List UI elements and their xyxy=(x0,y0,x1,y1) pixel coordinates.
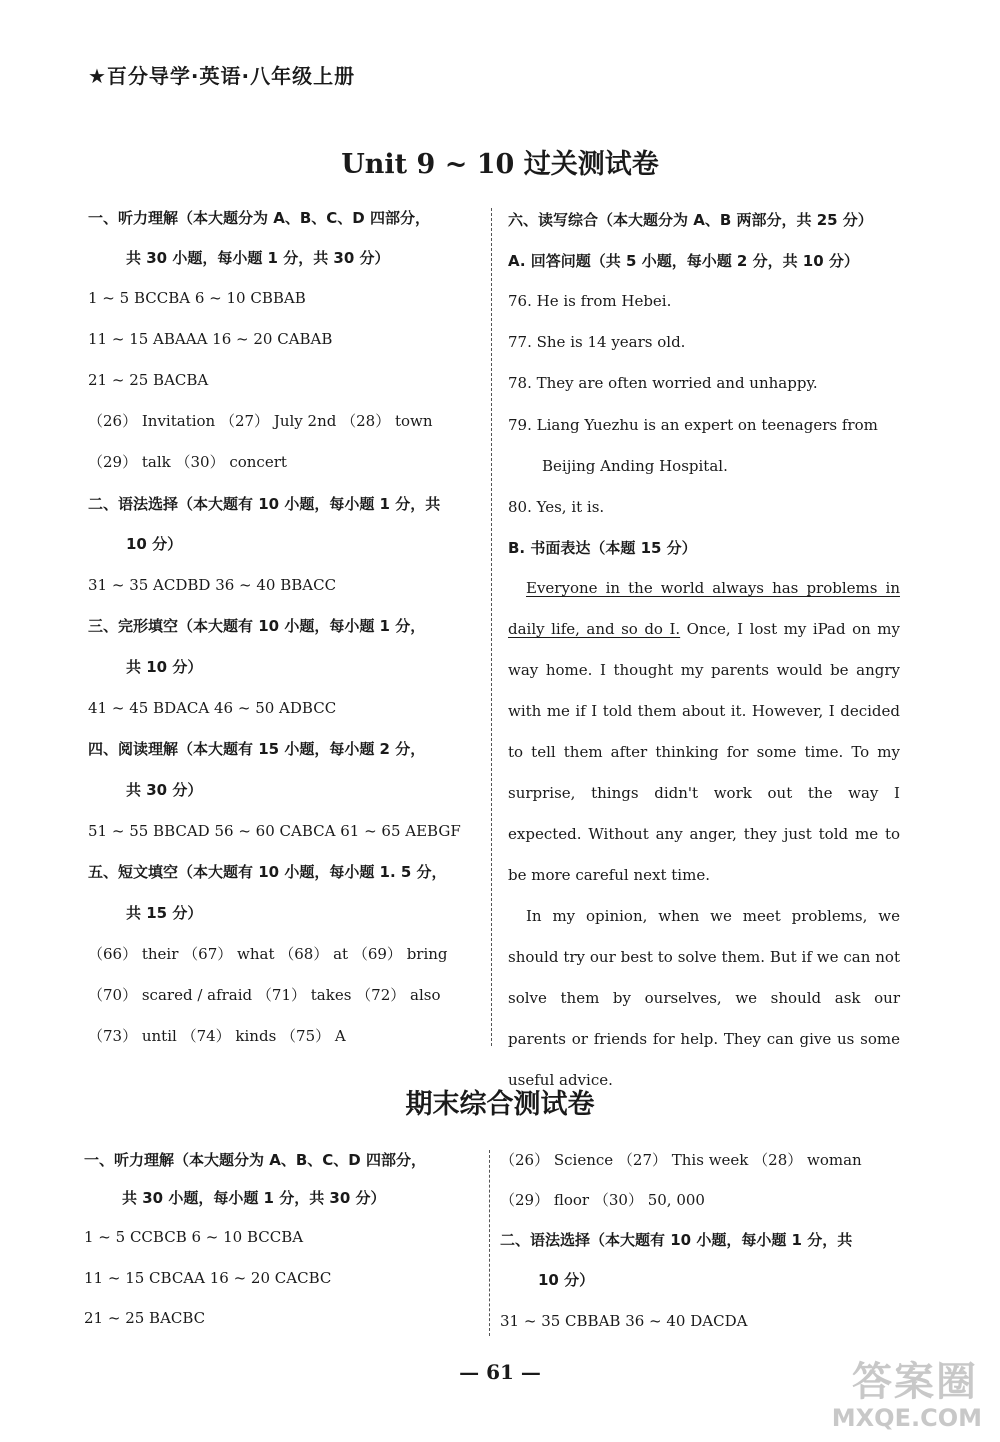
answer-line: 78. They are often worried and unhappy. xyxy=(508,374,818,392)
subsection-heading: A. 回答问题（共 5 小题，每小题 2 分，共 10 分） xyxy=(508,252,859,270)
answer-line: 11 ~ 15 CBCAA 16 ~ 20 CACBC xyxy=(84,1269,332,1287)
column-divider xyxy=(491,208,492,1046)
answer-line: 21 ~ 25 BACBC xyxy=(84,1309,206,1327)
section-heading: 二、语法选择（本大题有 10 小题，每小题 1 分，共 xyxy=(88,495,441,513)
answer-line: 80. Yes, it is. xyxy=(508,498,605,516)
answer-line: 77. She is 14 years old. xyxy=(508,333,686,351)
answer-line: 31 ~ 35 CBBAB 36 ~ 40 DACDA xyxy=(500,1312,748,1330)
section-heading-cont: 共 15 分） xyxy=(126,904,203,922)
section-heading: 四、阅读理解（本大题有 15 小题，每小题 2 分， xyxy=(88,740,426,758)
essay-body: Once, I lost my iPad on my way home. I thought my parents would be angry with me if I told them about it. However, I decided to tell them after thinking for some time. To my surprise, things didn't work out the way I expected. Without any anger, they just told me to be more careful next time. xyxy=(508,620,900,884)
answer-line: 41 ~ 45 BDACA 46 ~ 50 ADBCC xyxy=(88,699,337,717)
page-number: — 61 — xyxy=(459,1360,541,1384)
answer-line-cont: Beijing Anding Hospital. xyxy=(542,457,728,475)
section-heading-cont: 共 30 分） xyxy=(126,781,203,799)
section-heading-cont: 共 10 分） xyxy=(126,658,203,676)
section-heading-cont: 10 分） xyxy=(126,535,183,553)
subsection-heading: B. 书面表达（本题 15 分） xyxy=(508,539,697,557)
section-heading: 二、语法选择（本大题有 10 小题，每小题 1 分，共 xyxy=(500,1231,853,1249)
column-divider xyxy=(489,1150,490,1336)
answer-line: 51 ~ 55 BBCAD 56 ~ 60 CABCA 61 ~ 65 AEBGF xyxy=(88,822,461,840)
section-heading: 三、完形填空（本大题有 10 小题，每小题 1 分， xyxy=(88,617,426,635)
running-head: ★百分导学·英语·八年级上册 xyxy=(88,64,356,88)
answer-line: （73） until （74） kinds （75） A xyxy=(88,1027,346,1045)
section-heading: 一、听力理解（本大题分为 A、B、C、D 四部分， xyxy=(88,209,430,227)
answer-line: 11 ~ 15 ABAAA 16 ~ 20 CABAB xyxy=(88,330,333,348)
section-heading-cont: 10 分） xyxy=(538,1271,595,1289)
answer-line: 1 ~ 5 BCCBA 6 ~ 10 CBBAB xyxy=(88,289,306,307)
essay xyxy=(508,568,900,1101)
answer-line: （66） their （67） what （68） at （69） bring xyxy=(88,945,448,963)
answer-line: 31 ~ 35 ACDBD 36 ~ 40 BBACC xyxy=(88,576,337,594)
section-heading: 五、短文填空（本大题有 10 小题，每小题 1. 5 分， xyxy=(88,863,447,881)
section-heading: 六、读写综合（本大题分为 A、B 两部分，共 25 分） xyxy=(508,211,873,229)
watermark-url: MXQE.COM xyxy=(831,1404,982,1432)
answer-line: 79. Liang Yuezhu is an expert on teenagers from xyxy=(508,416,878,434)
answer-line: （29） talk （30） concert xyxy=(88,453,287,471)
watermark-text: 答案圈 xyxy=(852,1359,978,1405)
answer-line: 76. He is from Hebei. xyxy=(508,292,672,310)
section-heading-cont: 共 30 小题，每小题 1 分，共 30 分） xyxy=(122,1189,386,1207)
answer-line: （29） floor （30） 50, 000 xyxy=(500,1191,705,1209)
answer-line: （26） Invitation （27） July 2nd （28） town xyxy=(88,412,433,430)
section-heading-cont: 共 30 小题，每小题 1 分，共 30 分） xyxy=(126,249,390,267)
answer-line: （26） Science （27） This week （28） woman xyxy=(500,1151,862,1169)
essay-paragraph: In my opinion, when we meet problems, we should try our best to solve them. But if we can not solve them by ourselves, we should ask our parents or friends for help. They can give us some useful advice. xyxy=(508,907,900,1089)
answer-line: （70） scared / afraid （71） takes （72） also xyxy=(88,986,441,1004)
essay-paragraph xyxy=(508,568,900,896)
watermark-logo xyxy=(812,1350,992,1440)
final-test-title: 期末综合测试卷 xyxy=(405,1089,595,1120)
section-heading: 一、听力理解（本大题分为 A、B、C、D 四部分， xyxy=(84,1151,426,1169)
unit-test-title: Unit 9 ~ 10 过关测试卷 xyxy=(341,149,659,180)
essay-topic-sentence: Everyone in the world always has problems in daily life, and so do I. xyxy=(508,579,900,638)
answer-line: 1 ~ 5 CCBCB 6 ~ 10 BCCBA xyxy=(84,1228,304,1246)
answer-line: 21 ~ 25 BACBA xyxy=(88,371,209,389)
